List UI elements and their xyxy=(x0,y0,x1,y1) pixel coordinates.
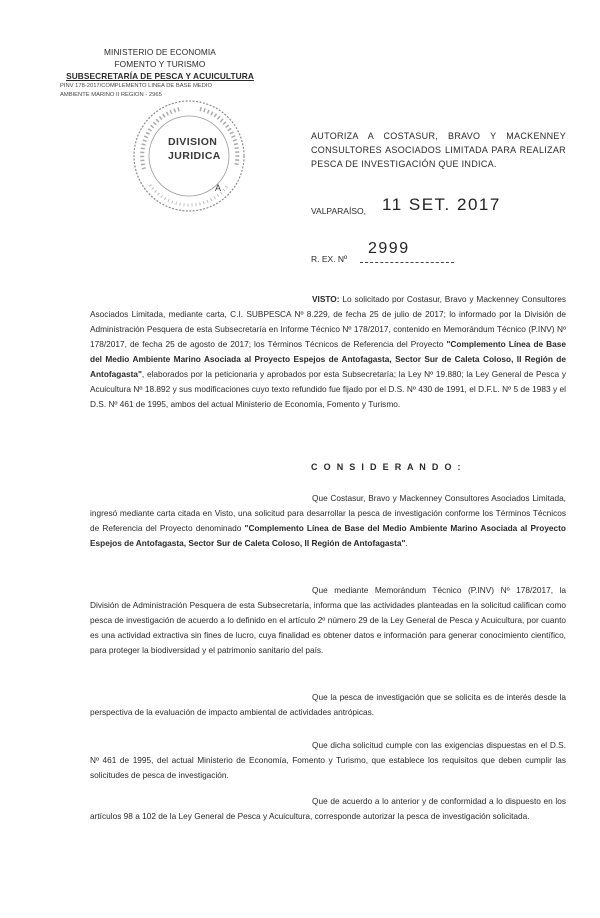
ministry-name-line2: FOMENTO Y TURISMO xyxy=(114,59,206,69)
considerando-1-project-name: "Complemento Línea de Base del Medio Ambiente Marino Asociada al Proyecto Espejos de Antofagasta, Sector Sur de Caleta Coloso, II Región de Antofagasta" xyxy=(90,523,566,548)
visto-label: VISTO: xyxy=(312,294,340,304)
considerando-title: C O N S I D E R A N D O : xyxy=(311,462,463,472)
considerando-1-end: . xyxy=(405,538,408,548)
considerando-paragraph-3 xyxy=(90,690,566,720)
visto-text: Lo solicitado por Costasur, Bravo y Mackenney Consultores Asociados Limitada, mediante carta, C.I. SUBPESCA Nº 8.229, de fecha 25 de julio de 2017; lo informado por la División de Administración Pesquera de esta Subsecretaría en Informe Técnico Nº 178/2017, contenido en Memorándum Técnico (P.INV) Nº 178/2017, de fecha 25 de agosto de 2017; los Términos Técnicos de Referencia del Proyecto xyxy=(90,294,566,349)
considerando-2-text: Que mediante Memorándum Técnico (P.INV) Nº 178/2017, la División de Administración Pesquera de esta Subsecretaría, informa que las actividades planteadas en la solicitud califican como pesca de investigación de acuerdo a lo definido en el artículo 2º número 29 de la Ley General de Pesca y Acuicultura, por cuanto es una actividad extractiva sin fines de lucro, cuya finalidad es obtener datos e información para generar conocimiento científico, para proteger la biodiversidad y el patrimonio sanitario del país. xyxy=(90,585,566,655)
visto-text-cont: , elaborados por la peticionaria y aprobados por esta Subsecretaría; la Ley Nº 19.880; la Ley General de Pesca y Acuicultura Nº 18.892 y sus modificaciones cuyo texto refundido fue fijado por el D.S. Nº 430 de 1991, el D.F.L. Nº 5 de 1983 y el D.S. Nº 461 de 1995, ambos del actual Ministerio de Economía, Fomento y Turismo. xyxy=(90,369,566,409)
considerando-5-text: Que de acuerdo a lo anterior y de conformidad a lo dispuesto en los artículos 98 a 102 de la Ley General de Pesca y Acuicultura, corresponde autorizar la pesca de investigación solicitada. xyxy=(90,796,566,821)
stamp-text-juridica: JURIDICA xyxy=(168,150,221,162)
visto-project-name: "Complemento Línea de Base del Medio Ambiente Marino Asociada al Proyecto Espejos de Antofagasta, Sector Sur de Caleta Coloso, II Región de Antofagasta" xyxy=(90,339,566,379)
stamp-letter: A xyxy=(215,183,222,193)
visto-paragraph xyxy=(90,292,566,412)
ministry-name: MINISTERIO DE ECONOMIA xyxy=(104,47,216,57)
considerando-paragraph-5 xyxy=(90,794,566,824)
considerando-1-text: Que Costasur, Bravo y Mackenney Consultores Asociados Limitada, ingresó mediante carta citada en Visto, una solicitud para desarrollar la pesca de investigación conforme los Términos Técnicos de Referencia del Proyecto denominado xyxy=(90,493,566,533)
considerando-paragraph-1 xyxy=(90,491,566,551)
stamp-text-division: DIVISION xyxy=(168,136,218,148)
considerando-paragraph-2 xyxy=(90,583,566,658)
subsecretaria-name: SUBSECRETARÍA DE PESCA Y ACUICULTURA xyxy=(66,71,254,81)
letterhead xyxy=(60,46,260,100)
resolution-subject: AUTORIZA A COSTASUR, BRAVO Y MACKENNEY CONSULTORES ASOCIADOS LIMITADA PARA REALIZAR PESCA DE INVESTIGACIÓN QUE INDICA. xyxy=(311,131,566,169)
considerando-3-text: Que la pesca de investigación que se solicita es de interés desde la perspectiva de la evaluación de impacto ambiental de actividades antrópicas. xyxy=(90,692,566,717)
resolution-number-label: R. EX. Nº xyxy=(311,254,348,264)
reference-line-2: AMBIENTE MARINO II REGION - 2965 xyxy=(60,92,162,98)
resolution-number-line xyxy=(360,262,454,263)
date-stamp: 11 SET. 2017 xyxy=(382,195,501,214)
reference-line-1: PINV 178-2017/COMPLEMENTO LINEA DE BASE MEDIO xyxy=(60,83,212,89)
date-label: VALPARAÍSO, xyxy=(311,206,366,216)
considerando-paragraph-4 xyxy=(90,738,566,783)
resolution-number: 2999 xyxy=(368,240,410,257)
considerando-4-text: Que dicha solicitud cumple con las exigencias dispuestas en el D.S. Nº 461 de 1995, del actual Ministerio de Economía, Fomento y Turismo, que establece los requisitos que deben cumplir las solicitudes de pesca de investigación. xyxy=(90,740,566,780)
